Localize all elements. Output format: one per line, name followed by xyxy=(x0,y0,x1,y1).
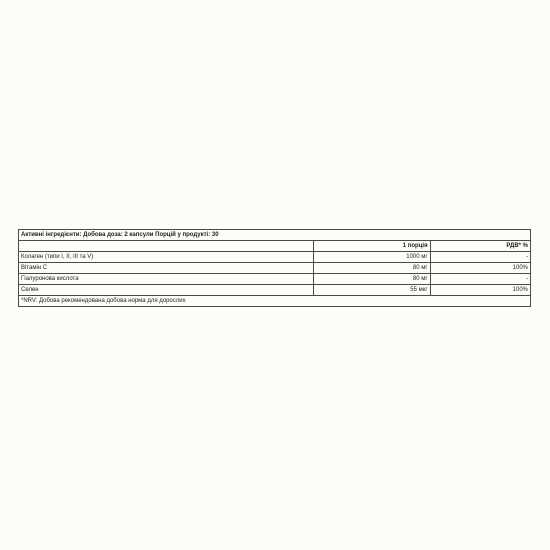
ingredient-name: Гіалуронова кислота xyxy=(19,274,314,285)
ingredient-name: Колаген (типи I, II, III та V) xyxy=(19,252,314,263)
table-title-row xyxy=(19,230,531,241)
ingredient-name: Вітамін C xyxy=(19,263,314,274)
header-serving: 1 порція xyxy=(314,241,430,252)
ingredient-rdv: 100% xyxy=(430,285,530,296)
ingredient-rdv: 100% xyxy=(430,263,530,274)
ingredient-dose: 1000 мг xyxy=(314,252,430,263)
header-ingredient xyxy=(19,241,314,252)
table-title: Активні інгредієнти: Добова доза: 2 капсули Порцій у продукті: 30 xyxy=(19,230,531,241)
table-footnote-row xyxy=(19,296,531,307)
header-rdv: РДВ* % xyxy=(430,241,530,252)
ingredient-name: Селен xyxy=(19,285,314,296)
ingredient-dose: 80 мг xyxy=(314,274,430,285)
table-row xyxy=(19,274,531,285)
supplement-facts-table xyxy=(18,229,531,307)
table-header-row xyxy=(19,241,531,252)
ingredient-rdv: - xyxy=(430,252,530,263)
ingredient-dose: 80 мг xyxy=(314,263,430,274)
table-row xyxy=(19,285,531,296)
table-footnote: *NRV: Добова рекомендована добова норма для дорослих xyxy=(19,296,531,307)
ingredient-dose: 55 мкг xyxy=(314,285,430,296)
table-row xyxy=(19,252,531,263)
table-row xyxy=(19,263,531,274)
ingredient-rdv: - xyxy=(430,274,530,285)
